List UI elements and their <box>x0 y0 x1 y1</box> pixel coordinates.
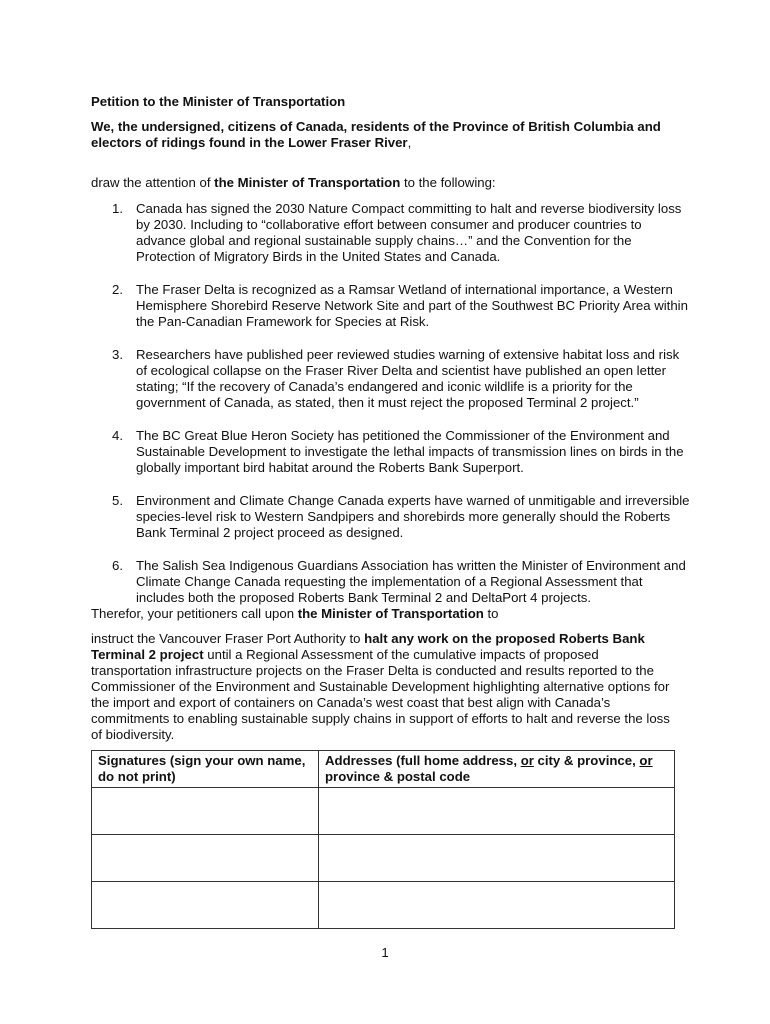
draw-attention-line <box>91 175 496 191</box>
table-row <box>92 882 675 929</box>
petition-points-list <box>91 201 691 623</box>
signature-cell[interactable] <box>92 835 319 882</box>
address-cell[interactable] <box>319 835 675 882</box>
list-item-text: The Fraser Delta is recognized as a Ramsar Wetland of international importance, a Western Hemisphere Shorebird Reserve Network Site and part of the Southwest BC Priority Area within the Pan-Canadian Framework for Species at Risk. <box>136 282 688 329</box>
therefor-minister: the Minister of Transportation <box>297 606 484 621</box>
list-item <box>91 493 691 541</box>
list-item-number: 4. <box>112 428 123 443</box>
addresses-header-part: city & province, <box>533 753 640 768</box>
addresses-header-part: Addresses (full home address, <box>325 753 521 768</box>
intro-tail: , <box>407 135 412 150</box>
list-item <box>91 201 691 265</box>
signature-table <box>91 750 675 929</box>
list-item <box>91 347 691 411</box>
list-item-text: Environment and Climate Change Canada experts have warned of unmitigable and irreversible species-level risk to Western Sandpipers and shorebirds more generally should the Roberts Bank Terminal 2 project proceed as designed. <box>136 493 690 540</box>
addresses-column-header <box>319 751 675 788</box>
list-item-number: 6. <box>112 558 123 573</box>
address-cell[interactable] <box>319 882 675 929</box>
list-item-number: 2. <box>112 282 123 297</box>
draw-post: to the following: <box>400 175 496 190</box>
page-number: 1 <box>381 945 389 960</box>
list-item-number: 3. <box>112 347 123 362</box>
petition-intro <box>91 119 681 151</box>
list-item <box>91 428 691 476</box>
signature-cell[interactable] <box>92 882 319 929</box>
list-item-number: 5. <box>112 493 123 508</box>
list-item <box>91 558 691 606</box>
list-item-text: Canada has signed the 2030 Nature Compact committing to halt and reverse biodiversity loss by 2030. Including to “collaborative effort between consumer and producer countries to advance global and regional sustainable supply chains…” and the Convention for the Protection of Migratory Birds in the United States and Canada. <box>136 201 682 264</box>
list-item-text: The Salish Sea Indigenous Guardians Association has written the Minister of Environment and Climate Change Canada requesting the implementation of a Regional Assessment that includes both the proposed Roberts Bank Terminal 2 and DeltaPort 4 projects. <box>136 558 686 605</box>
table-header-row <box>92 751 675 788</box>
petition-title: Petition to the Minister of Transportation <box>91 94 346 109</box>
therefor-line <box>91 606 499 622</box>
table-row <box>92 788 675 835</box>
request-post: until a Regional Assessment of the cumulative impacts of proposed transportation infrastructure projects on the Fraser Delta is conducted and results reported to the Commissioner of the Environment and Sustainable Development highlighting alternative options for the import and export of containers on Canada’s west coast that best align with Canada’s commitments to enabling sustainable supply chains in support of efforts to halt and reverse the loss of biodiversity. <box>91 647 670 742</box>
therefor-pre: Therefor, your petitioners call upon <box>91 606 298 621</box>
intro-bold-text: We, the undersigned, citizens of Canada, residents of the Province of British Columbia and electors of ridings found in the Lower Fraser River <box>91 119 661 150</box>
addresses-header-or: or <box>520 753 534 768</box>
therefor-post: to <box>483 606 499 621</box>
addresses-header-part: province & postal code <box>325 769 471 784</box>
list-item-number: 1. <box>112 201 123 216</box>
list-item <box>91 282 691 330</box>
address-cell[interactable] <box>319 788 675 835</box>
addresses-header-or: or <box>639 753 653 768</box>
draw-minister: the Minister of Transportation <box>214 175 401 190</box>
list-item-text: The BC Great Blue Heron Society has petitioned the Commissioner of the Environment and Sustainable Development to investigate the lethal impacts of transmission lines on birds in the globally important bird habitat around the Roberts Bank Superport. <box>136 428 684 475</box>
request-pre: instruct the Vancouver Fraser Port Authority to <box>91 631 365 646</box>
petition-request <box>91 631 683 743</box>
request-bold: halt any work on the proposed Roberts Bank Terminal 2 project <box>91 631 645 662</box>
list-item-text: Researchers have published peer reviewed studies warning of extensive habitat loss and risk of ecological collapse on the Fraser River Delta and scientist have published an open letter stating; “If the recovery of Canada’s endangered and iconic wildlife is a priority for the government of Canada, as stated, then it must reject the proposed Terminal 2 project.” <box>136 347 680 410</box>
signatures-column-header: Signatures (sign your own name, do not print) <box>92 751 319 788</box>
signature-cell[interactable] <box>92 788 319 835</box>
table-row <box>92 835 675 882</box>
draw-pre: draw the attention of <box>91 175 215 190</box>
